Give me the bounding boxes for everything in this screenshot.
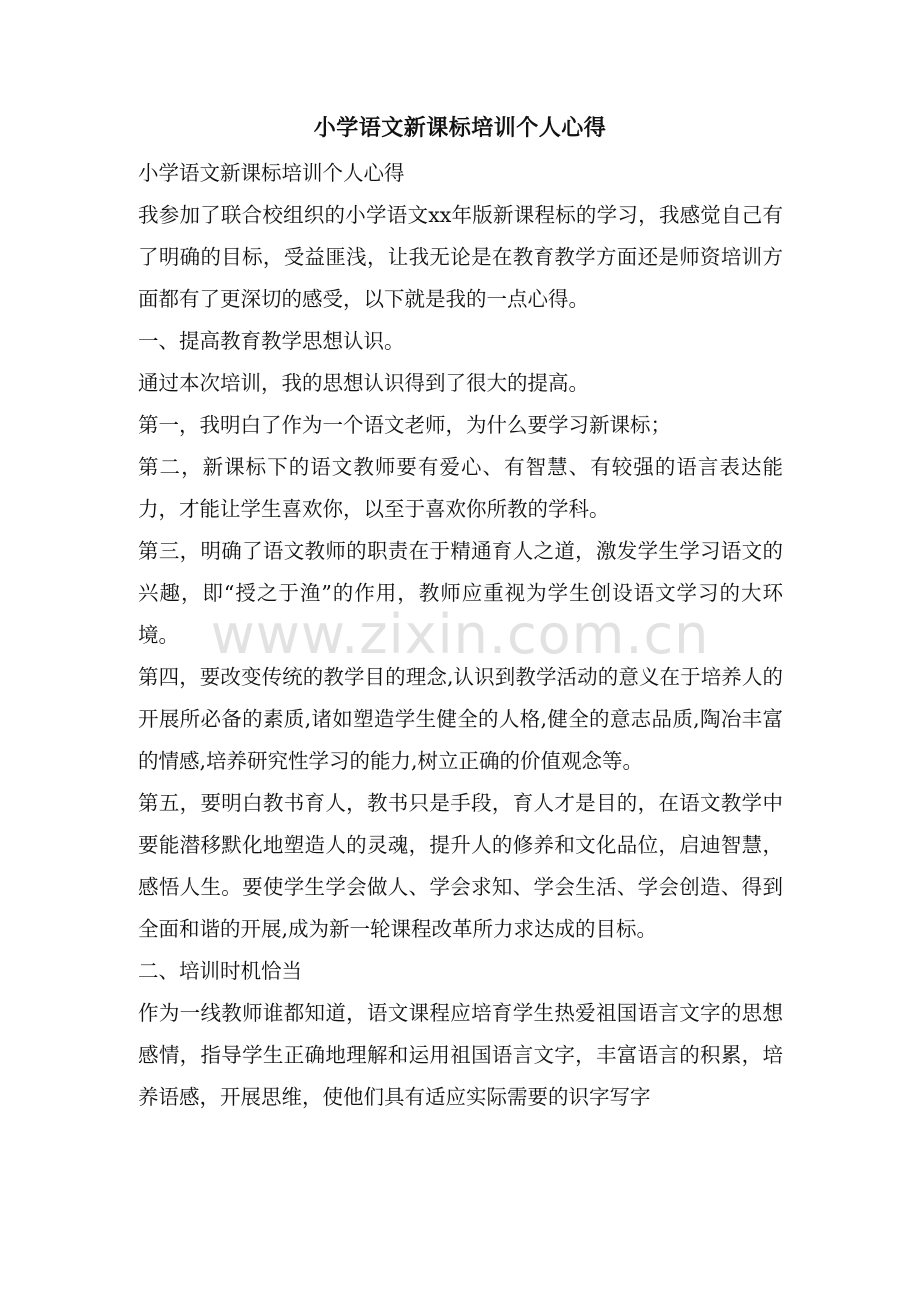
section-heading-2: 二、培训时机恰当 [138, 959, 302, 983]
paragraph: 通过本次培训，我的思想认识得到了很大的提高。 [138, 371, 589, 395]
paragraph: 第四，要改变传统的教学目的理念,认识到教学活动的意义在于培养人的开展所必备的素质,诸如塑造学生健全的人格,健全的意志品质,陶冶丰富的情感,培养研究性学习的能力,树立正确的价值观念等。 [138, 665, 783, 773]
section-heading-1: 一、提高教育教学思想认识。 [138, 329, 405, 353]
paragraph-intro: 我参加了联合校组织的小学语文xx年版新课程标的学习，我感觉自己有了明确的目标，受益匪浅，让我无论是在教育教学方面还是师资培训方面都有了更深切的感受，以下就是我的一点心得。 [138, 203, 783, 311]
paragraph: 第五，要明白教书育人，教书只是手段，育人才是目的，在语文教学中要能潜移默化地塑造人的灵魂，提升人的修养和文化品位，启迪智慧，感悟人生。要使学生学会做人、学会求知、学会生活、学会创造、得到全面和谐的开展,成为新一轮课程改革所力求达成的目标。 [138, 791, 783, 941]
document-title: 小学语文新课标培训个人心得 [313, 115, 607, 141]
watermark-text: www.zixin.com.cn [210, 603, 710, 666]
paragraph: 第三，明确了语文教师的职责在于精通育人之道，激发学生学习语文的兴趣，即“授之于渔”的作用，教师应重视为学生创设语文学习的大环境。 [138, 539, 783, 647]
paragraph: 第一，我明白了作为一个语文老师，为什么要学习新课标； [138, 413, 671, 437]
paragraph: 第二，新课标下的语文教师要有爱心、有智慧、有较强的语言表达能力，才能让学生喜欢你，以至于喜欢你所教的学科。 [138, 455, 783, 521]
paragraph: 作为一线教师谁都知道，语文课程应培育学生热爱祖国语言文字的思想感情，指导学生正确地理解和运用祖国语言文字，丰富语言的积累，培养语感，开展思维，使他们具有适应实际需要的识字写字 [138, 1001, 783, 1109]
paragraph-subtitle: 小学语文新课标培训个人心得 [138, 161, 405, 185]
document-body [138, 152, 783, 1118]
